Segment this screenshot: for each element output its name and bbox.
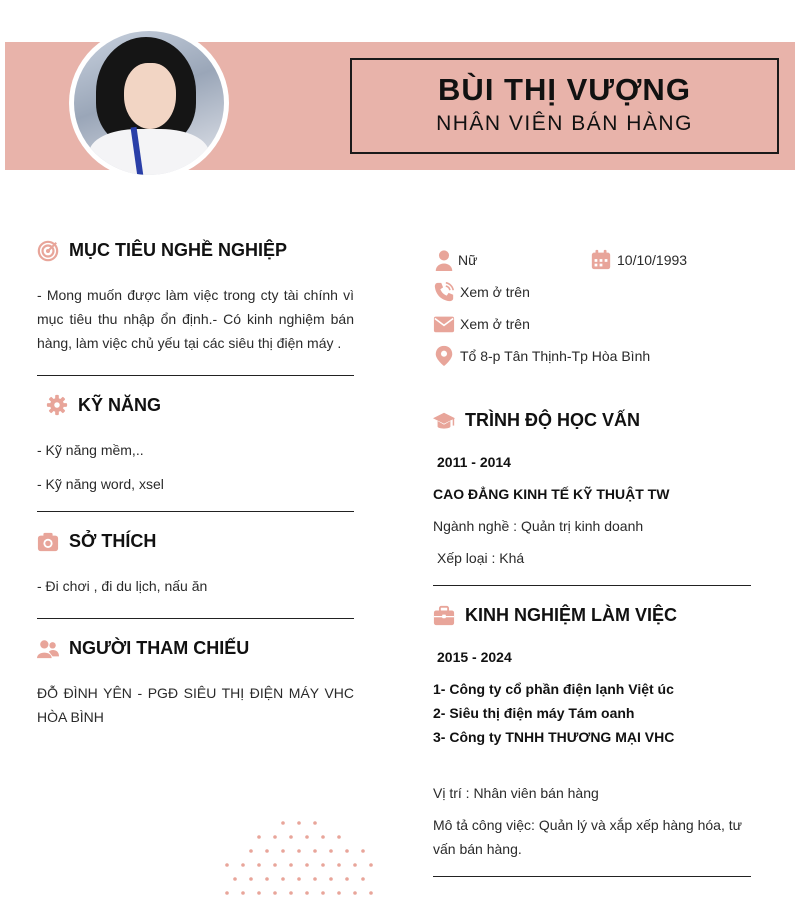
person-icon bbox=[433, 249, 455, 271]
phone-icon bbox=[433, 281, 455, 303]
decorative-dot bbox=[257, 891, 261, 895]
decorative-dot bbox=[361, 877, 365, 881]
references-text: ĐỖ ĐÌNH YÊN - PGĐ SIÊU THỊ ĐIỆN MÁY VHC HÒA BÌNH bbox=[37, 685, 354, 725]
decorative-dot bbox=[305, 863, 309, 867]
decorative-dot bbox=[313, 821, 317, 825]
location-pin-icon bbox=[433, 345, 455, 367]
references-title: NGƯỜI THAM CHIẾU bbox=[69, 638, 250, 658]
objective-text: - Mong muốn được làm việc trong cty tài chính vì mục tiêu thu nhập ổn định.- Có kinh nghiệm bán hàng, làm việc chủ yếu tại các siêu thị điện máy . bbox=[37, 287, 354, 351]
briefcase-icon bbox=[433, 605, 455, 627]
decorative-dot bbox=[225, 863, 229, 867]
decorative-dot bbox=[329, 877, 333, 881]
education-major: Ngành nghề : Quản trị kinh doanh bbox=[433, 518, 644, 534]
experience-position: Vị trí : Nhân viên bán hàng bbox=[433, 785, 599, 801]
decorative-dot bbox=[345, 877, 349, 881]
skill-item: - Kỹ năng word, xsel bbox=[37, 476, 164, 492]
decorative-dot bbox=[321, 891, 325, 895]
decorative-dot bbox=[249, 877, 253, 881]
divider bbox=[37, 375, 354, 376]
decorative-dot bbox=[369, 891, 373, 895]
address-value: Tổ 8-p Tân Thịnh-Tp Hòa Bình bbox=[460, 348, 651, 364]
decorative-dot bbox=[329, 849, 333, 853]
education-period: 2011 - 2014 bbox=[437, 454, 511, 470]
decorative-dot bbox=[305, 891, 309, 895]
decorative-dot bbox=[345, 849, 349, 853]
decorative-dot bbox=[281, 849, 285, 853]
decorative-dot bbox=[313, 877, 317, 881]
decorative-dot bbox=[257, 835, 261, 839]
decorative-dot bbox=[249, 849, 253, 853]
hobbies-title: SỞ THÍCH bbox=[69, 531, 157, 551]
decorative-dot bbox=[297, 849, 301, 853]
skills-title: KỸ NĂNG bbox=[78, 395, 162, 415]
objective-title: MỤC TIÊU NGHỀ NGHIỆP bbox=[69, 240, 288, 260]
decorative-dot bbox=[353, 891, 357, 895]
decorative-dot bbox=[273, 863, 277, 867]
decorative-dot bbox=[273, 891, 277, 895]
divider bbox=[433, 876, 751, 877]
target-icon bbox=[37, 240, 59, 262]
phone-value: Xem ở trên bbox=[460, 284, 530, 300]
decorative-dot bbox=[233, 877, 237, 881]
profile-photo bbox=[74, 31, 224, 175]
decorative-dots bbox=[205, 815, 395, 901]
decorative-dot bbox=[337, 891, 341, 895]
education-school: CAO ĐẲNG KINH TẾ KỸ THUẬT TW bbox=[433, 486, 670, 502]
experience-title: KINH NGHIỆM LÀM VIỆC bbox=[465, 605, 678, 625]
decorative-dot bbox=[321, 835, 325, 839]
decorative-dot bbox=[273, 835, 277, 839]
decorative-dot bbox=[361, 849, 365, 853]
divider bbox=[37, 618, 354, 619]
experience-period: 2015 - 2024 bbox=[437, 649, 512, 665]
decorative-dot bbox=[289, 863, 293, 867]
name-box bbox=[350, 58, 779, 154]
company-item: 2- Siêu thị điện máy Tám oanh bbox=[433, 705, 635, 721]
decorative-dot bbox=[369, 863, 373, 867]
decorative-dot bbox=[265, 877, 269, 881]
decorative-dot bbox=[353, 863, 357, 867]
email-icon bbox=[433, 313, 455, 335]
gear-icon bbox=[46, 394, 68, 416]
decorative-dot bbox=[297, 877, 301, 881]
birthday-value: 10/10/1993 bbox=[617, 252, 688, 268]
decorative-dot bbox=[241, 863, 245, 867]
users-icon bbox=[37, 638, 59, 660]
calendar-icon bbox=[590, 249, 612, 271]
hobbies-text: - Đi chơi , đi du lịch, nấu ăn bbox=[37, 578, 208, 594]
job-title: NHÂN VIÊN BÁN HÀNG bbox=[436, 112, 693, 135]
company-item: 1- Công ty cổ phần điện lạnh Việt úc bbox=[433, 681, 674, 697]
decorative-dot bbox=[257, 863, 261, 867]
camera-icon bbox=[37, 531, 59, 553]
divider bbox=[433, 585, 751, 586]
decorative-dot bbox=[281, 877, 285, 881]
decorative-dot bbox=[321, 863, 325, 867]
skill-item: - Kỹ năng mềm,.. bbox=[37, 442, 144, 458]
decorative-dot bbox=[289, 835, 293, 839]
decorative-dot bbox=[305, 835, 309, 839]
decorative-dot bbox=[225, 891, 229, 895]
experience-description: Mô tả công việc: Quản lý và xắp xếp hàng hóa, tư vấn bán hàng. bbox=[433, 817, 742, 857]
education-title: TRÌNH ĐỘ HỌC VẤN bbox=[465, 410, 640, 430]
decorative-dot bbox=[297, 821, 301, 825]
company-item: 3- Công ty TNHH THƯƠNG MẠI VHC bbox=[433, 729, 675, 745]
decorative-dot bbox=[289, 891, 293, 895]
decorative-dot bbox=[265, 849, 269, 853]
gender-value: Nữ bbox=[458, 252, 478, 268]
decorative-dot bbox=[337, 835, 341, 839]
decorative-dot bbox=[337, 863, 341, 867]
avatar bbox=[69, 26, 229, 180]
candidate-name: BÙI THỊ VƯỢNG bbox=[438, 72, 691, 107]
email-value: Xem ở trên bbox=[460, 316, 530, 332]
decorative-dot bbox=[313, 849, 317, 853]
divider bbox=[37, 511, 354, 512]
education-grade: Xếp loại : Khá bbox=[437, 550, 525, 566]
decorative-dot bbox=[241, 891, 245, 895]
graduation-cap-icon bbox=[433, 410, 455, 432]
decorative-dot bbox=[281, 821, 285, 825]
